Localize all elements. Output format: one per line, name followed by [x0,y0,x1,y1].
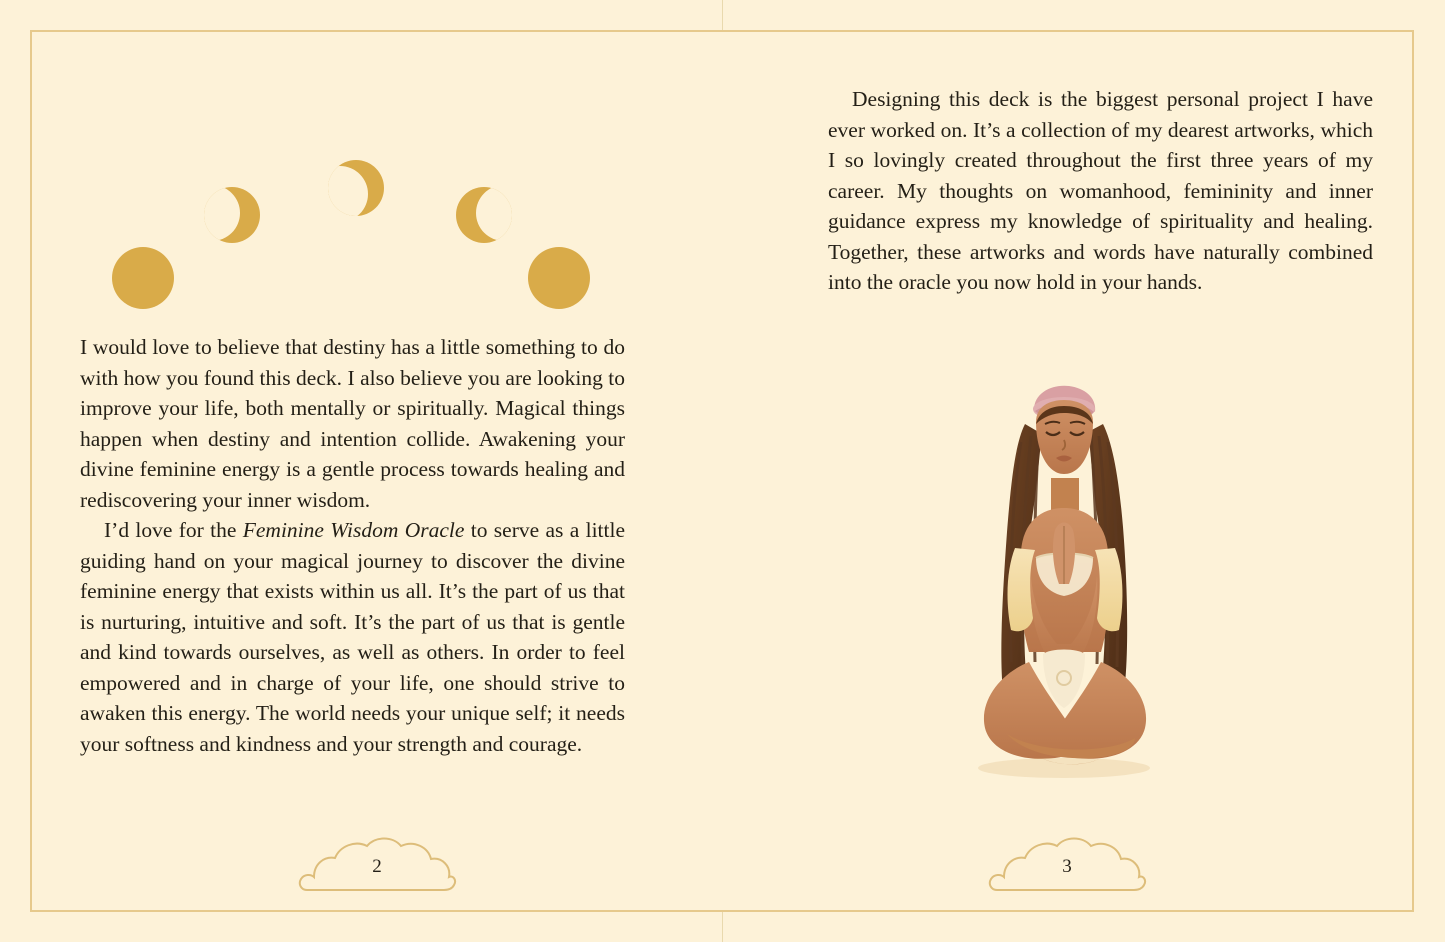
paragraph-destiny: I would love to believe that destiny has a little something to do with how you found this deck. I also believe you are looking to improve your life, both mentally or spiritually. Magical things happen when destiny and intention collide. Awakening your divine feminine energy is a gentle process towards healing and rediscovering your inner wisdom. [80,335,625,512]
right-text-column [828,84,1373,298]
illustration-area [722,362,1414,832]
crescent-moon-waxing-icon [204,187,260,243]
deck-title-italic: Feminine Wisdom Oracle [242,518,465,542]
paragraph-oracle-lead: I’d love for the [104,518,243,542]
page-number-cloud [987,828,1147,892]
meditating-woman-illustration [903,362,1233,832]
left-page [30,30,722,912]
page-number: 2 [372,856,382,877]
full-moon-icon [112,247,174,309]
paragraph-designing: Designing this deck is the biggest personal project I have ever worked on. It’s a collection of my dearest artworks, which I so lovingly created throughout the first three years of my career. My thoughts on womanhood, femininity and inner guidance express my knowledge of spirituality and healing. Together, these artworks and words have naturally combined into the oracle you now hold in your hands. [828,87,1373,294]
page-number-cloud [297,828,457,892]
moon-phases-ornament [32,92,722,302]
crescent-moon-waning-icon [456,187,512,243]
paragraph-oracle-rest: to serve as a little guiding hand on your magical journey to discover the divine feminine energy that exists within us all. It’s the part of us that is nurturing, intuitive and soft. It’s the part of us that is gentle and kind towards ourselves, as well as others. In order to feel empowered and in charge of your life, one should strive to awaken this energy. The world needs your unique self; it needs your softness and kindness and your strength and courage. [80,518,626,756]
right-page [722,30,1414,912]
full-moon-icon [528,247,590,309]
crescent-moon-top-icon [328,160,384,216]
paragraph-oracle [80,515,625,759]
left-text-column [80,332,625,759]
page-number: 3 [1062,856,1072,877]
